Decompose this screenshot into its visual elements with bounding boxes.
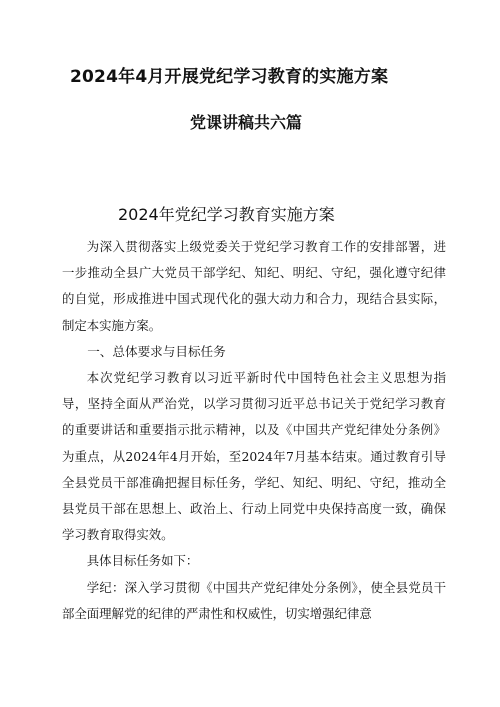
body-paragraph: 本次党纪学习教育以习近平新时代中国特色社会主义思想为指导，坚持全面从严治党，以学习贯彻习近平总书记关于党纪学习教育的重要讲话和重要指示批示精神，以及《中国共产党纪律处分条例》为重点，从2024年4月开始，至2024年7月基本结束。通过教育引导全县党员干部准确把握目标任务，学纪、知纪、明纪、守纪，推动全县党员干部在思想上、政治上、行动上同党中央保持高度一致，确保学习教育取得实效。 [62,370,446,543]
page-subtitle: 党课讲稿共六篇 [190,113,303,132]
intro-paragraph: 为深入贯彻落实上级党委关于党纪学习教育工作的安排部署，进一步推动全县广大党员干部学纪、知纪、明纪、守纪，强化遵守纪律的自觉，形成推进中国式现代化的强大动力和合力，现结合县实际，制定本实施方案。 [62,239,446,333]
document-title: 2024年党纪学习教育实施方案 [118,205,335,224]
body-paragraph: 学纪：深入学习贯彻《中国共产党纪律处分条例》，使全县党员干部全面理解党的纪律的严肃性和权威性，切实增强纪律意 [62,579,446,621]
page-title: 2024年4月开展党纪学习教育的实施方案 [70,67,389,87]
document-body [62,234,446,627]
body-paragraph: 具体目标任务如下： [86,553,199,569]
section-heading: 一、总体要求与目标任务 [87,343,226,359]
